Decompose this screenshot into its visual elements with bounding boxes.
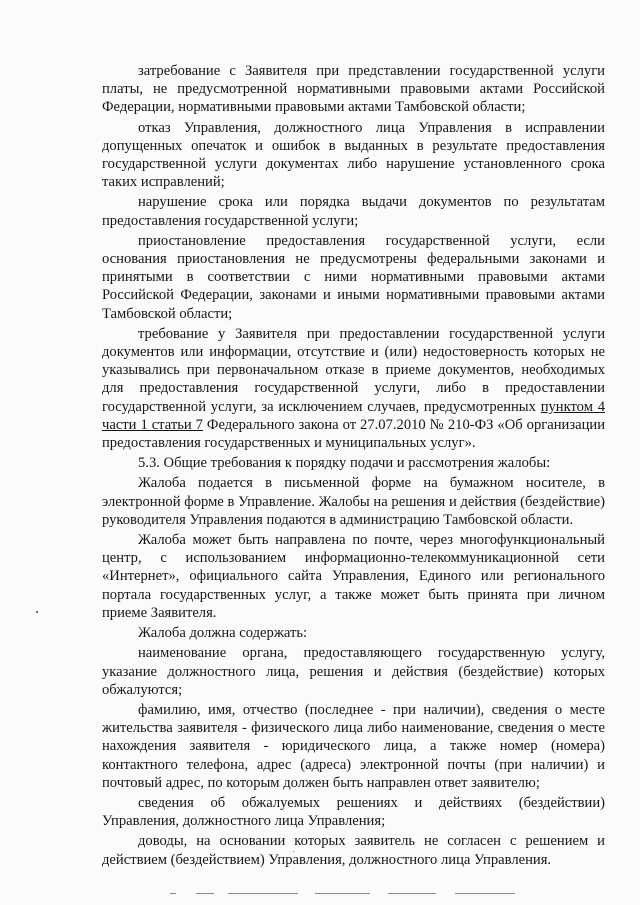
paragraph-fee-demand: затребование с Заявителя при представлении государственной услуги платы, не предусмотренной нормативными правовыми актами Российской Федерации, нормативными правовыми актами Тамбовской области; <box>102 63 605 116</box>
paragraph-deadline-violation: нарушение срока или порядка выдачи документов по результатам предоставления государственной услуги; <box>102 194 605 229</box>
paragraph-arguments: доводы, на основании которых заявитель не согласен с решением и действием (бездействием) Управления, должностного лица Управления. <box>102 833 605 868</box>
paragraph-applicant-details: фамилию, имя, отчество (последнее - при наличии), сведения о месте жительства заявителя - физического лица либо наименование, сведения о месте нахождения заявителя - юридического лица, а также номер (номера) контактного телефона, адрес (адреса) электронной почты (при наличии) и почтовый адрес, по которым должен быть направлен ответ заявителю; <box>102 701 605 791</box>
scan-speck <box>293 851 294 852</box>
paragraph-complaint-delivery: Жалоба может быть направлена по почте, через многофункциональный центр, с использованием информационно-телекоммуникационной сети «Интернет», официального сайта Управления, Единого или регионального портала государственных услуг, а также может быть принята при личном приеме Заявителя. <box>102 532 605 621</box>
paragraph-complaint-contents-intro: Жалоба должна содержать: <box>138 625 308 642</box>
law-reference-link[interactable]: пунктом 4 части 1 статьи 7 <box>102 398 606 433</box>
scan-edge-mark <box>388 893 436 894</box>
paragraph-refusal-correction: отказ Управления, должностного лица Управления в исправлении допущенных опечаток и ошибок в выданных в результате предоставления государственной услуги документах либо нарушение установленного срока таких исправлений; <box>102 119 605 191</box>
section-heading: 5.3. Общие требования к порядку подачи и рассмотрения жалобы: <box>138 455 551 472</box>
paragraph-document-requirement <box>102 325 605 452</box>
paragraph-appealed-decisions: сведения об обжалуемых решениях и действиях (бездействии) Управления, должностного лица Управления; <box>102 794 605 830</box>
scan-edge-mark <box>315 893 370 894</box>
paragraph-suspension: приостановление предоставления государственной услуги, если основания приостановления не предусмотрены федеральными законами и принятыми в соответствии с ними нормативными правовыми актами Российской Федерации, законами и иными нормативными правовыми актами Тамбовской области; <box>102 232 605 322</box>
requirement-text-end: Федерального закона от 27.07.2010 № 210-ФЗ «Об организации предоставления государственных и муниципальных услуг». <box>102 416 606 452</box>
document-body <box>102 62 605 871</box>
scan-edge-mark <box>228 893 298 894</box>
scan-edge-mark <box>455 893 515 894</box>
paragraph-authority-name: наименование органа, предоставляющего государственную услугу, указание должностного лица, решения и действия (бездействие) которых обжалуются; <box>102 645 605 698</box>
requirement-text-start: требование у Заявителя при предоставлении государственной услуги документов или информации, отсутствие и (или) недостоверность которых не указывались при первоначальном отказе в приеме документов, необходимых для предоставления государственной услуги, либо в предоставлении государственной услуги, за исключением случаев, предусмотренных <box>102 325 605 415</box>
scan-speck <box>36 611 38 613</box>
scan-edge-mark <box>196 893 214 894</box>
scan-edge-mark <box>170 893 176 894</box>
paragraph-complaint-form: Жалоба подается в письменной форме на бумажном носителе, в электронной форме в Управление. Жалобы на решения и действия (бездействие) руководителя Управления подаются в администрацию Тамбовской области. <box>102 475 605 528</box>
